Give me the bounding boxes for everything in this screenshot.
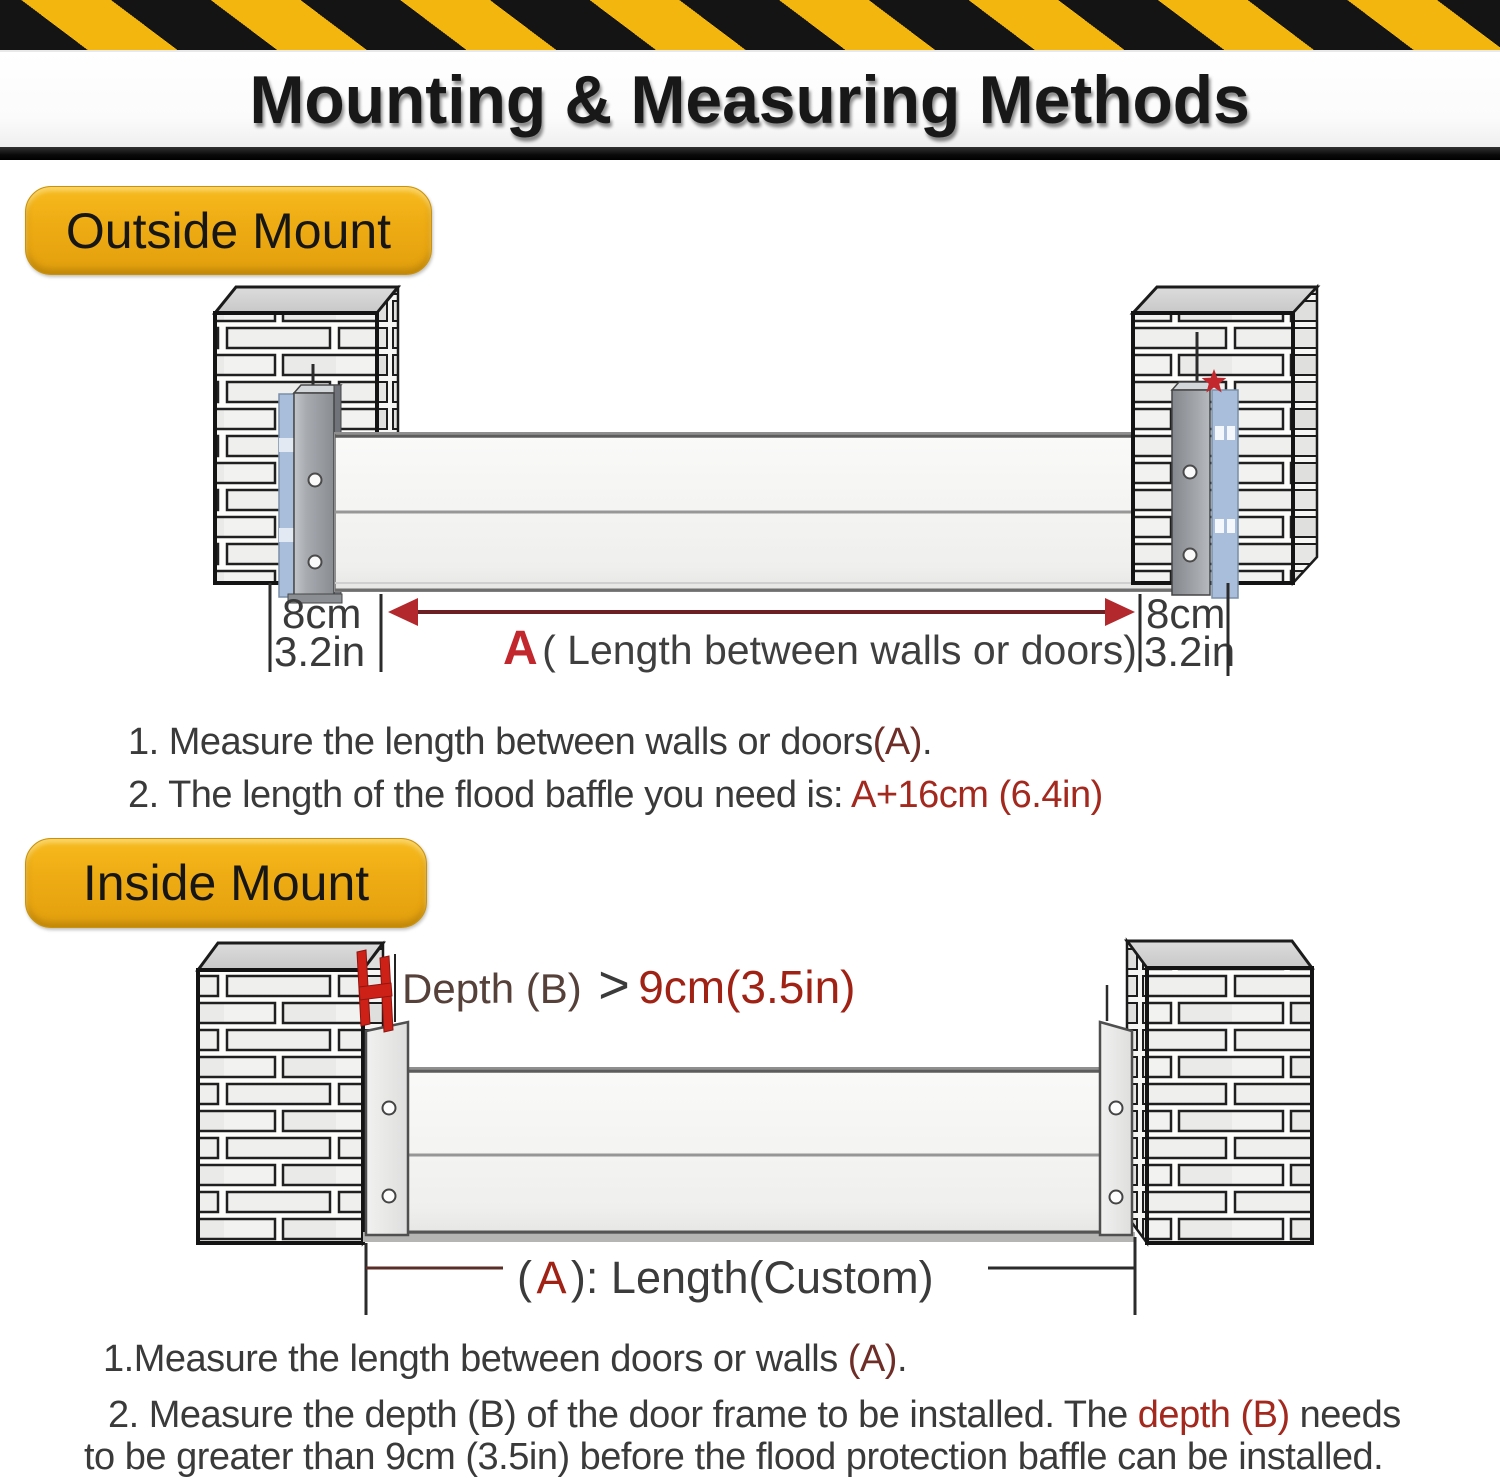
page-title: Mounting & Measuring Methods bbox=[249, 61, 1251, 138]
seal-tab bbox=[1227, 519, 1235, 533]
screw-hole bbox=[309, 474, 322, 487]
right-mounting-bracket bbox=[1100, 1022, 1132, 1235]
bracket-front bbox=[1172, 390, 1210, 595]
arrow-left-icon bbox=[388, 598, 418, 626]
left-mounting-bracket bbox=[366, 1022, 408, 1235]
depth-label: Depth (B) > 9cm(3.5in) bbox=[402, 955, 856, 1015]
title-band bbox=[0, 52, 1500, 147]
pillar-top-face bbox=[1127, 941, 1312, 968]
right-seal-strip bbox=[1212, 390, 1238, 598]
baffle-body bbox=[408, 1068, 1100, 1233]
left-seal-strip bbox=[279, 394, 294, 597]
flood-baffle-boards bbox=[335, 433, 1173, 591]
screw-hole bbox=[309, 556, 322, 569]
seal-tab bbox=[1215, 426, 1224, 440]
outside-measurements bbox=[270, 583, 1235, 676]
outside-mount-badge bbox=[25, 186, 432, 275]
seal-tab bbox=[279, 528, 294, 542]
inside-step-1: 1.Measure the length between doors or walls (A). bbox=[103, 1338, 907, 1380]
seal-tab bbox=[279, 438, 294, 452]
highlight-A: (A) bbox=[847, 1338, 897, 1380]
seal-strip bbox=[1212, 390, 1238, 598]
pillar-top-face bbox=[1133, 287, 1317, 313]
header-divider-bar bbox=[0, 147, 1500, 160]
flood-baffle-boards bbox=[408, 1068, 1100, 1233]
caution-tape-stripe bbox=[0, 0, 1500, 52]
length-custom-label: ( A ): Length(Custom) bbox=[517, 1252, 934, 1303]
pillar-front-face bbox=[1147, 968, 1312, 1243]
seal-strip bbox=[279, 394, 294, 597]
pillar-top-face bbox=[198, 943, 383, 970]
screw-hole bbox=[1110, 1102, 1123, 1115]
seal-tab bbox=[1215, 519, 1224, 533]
right-mounting-bracket bbox=[1172, 382, 1217, 595]
highlight-formula: A+16cm (6.4in) bbox=[851, 774, 1103, 816]
pillar-front-face bbox=[198, 970, 363, 1243]
right-offset-in: 3.2in bbox=[1144, 628, 1236, 675]
outside-mount-badge-label: Outside Mount bbox=[65, 202, 392, 259]
pillar-top-face bbox=[215, 287, 398, 313]
arrow-right-icon bbox=[1105, 598, 1135, 626]
right-offset-cm: 8cm bbox=[1146, 590, 1226, 637]
screw-hole bbox=[383, 1102, 396, 1115]
outside-step-1: 1. Measure the length between walls or doors(A). bbox=[128, 721, 932, 763]
seal-tab bbox=[1227, 426, 1235, 440]
length-label: A ( Length between walls or doors) bbox=[503, 622, 1137, 675]
screw-hole bbox=[1110, 1191, 1123, 1204]
inside-measurements bbox=[366, 1237, 1135, 1315]
inside-step-2: 2. Measure the depth (B) of the door frame to be installed. The depth (B) needs bbox=[108, 1394, 1401, 1436]
highlight-depth-b: depth (B) bbox=[1137, 1394, 1290, 1436]
inside-right-pillar bbox=[1127, 941, 1312, 1243]
inside-mount-badge-label: Inside Mount bbox=[82, 855, 370, 911]
highlight-A: (A) bbox=[872, 721, 922, 763]
screw-hole bbox=[1184, 466, 1197, 479]
inside-mount-diagram bbox=[0, 930, 1500, 1330]
outside-mount-steps bbox=[0, 716, 1103, 822]
inside-step-3: to be greater than 9cm (3.5in) before the flood protection baffle can be installed. bbox=[84, 1436, 1384, 1478]
screw-hole bbox=[1184, 549, 1197, 562]
screw-hole bbox=[383, 1190, 396, 1203]
inside-mount-badge bbox=[25, 838, 427, 928]
outside-step-2: 2. The length of the flood baffle you need is: A+16cm (6.4in) bbox=[128, 774, 1103, 816]
inside-left-pillar bbox=[198, 943, 383, 1243]
left-offset-cm: 8cm bbox=[282, 590, 362, 637]
pillar-side-face bbox=[1293, 287, 1317, 583]
left-mounting-bracket bbox=[288, 385, 342, 603]
outside-mount-diagram bbox=[0, 280, 1500, 710]
pillar-side-face bbox=[377, 288, 398, 434]
left-offset-in: 3.2in bbox=[274, 628, 366, 675]
